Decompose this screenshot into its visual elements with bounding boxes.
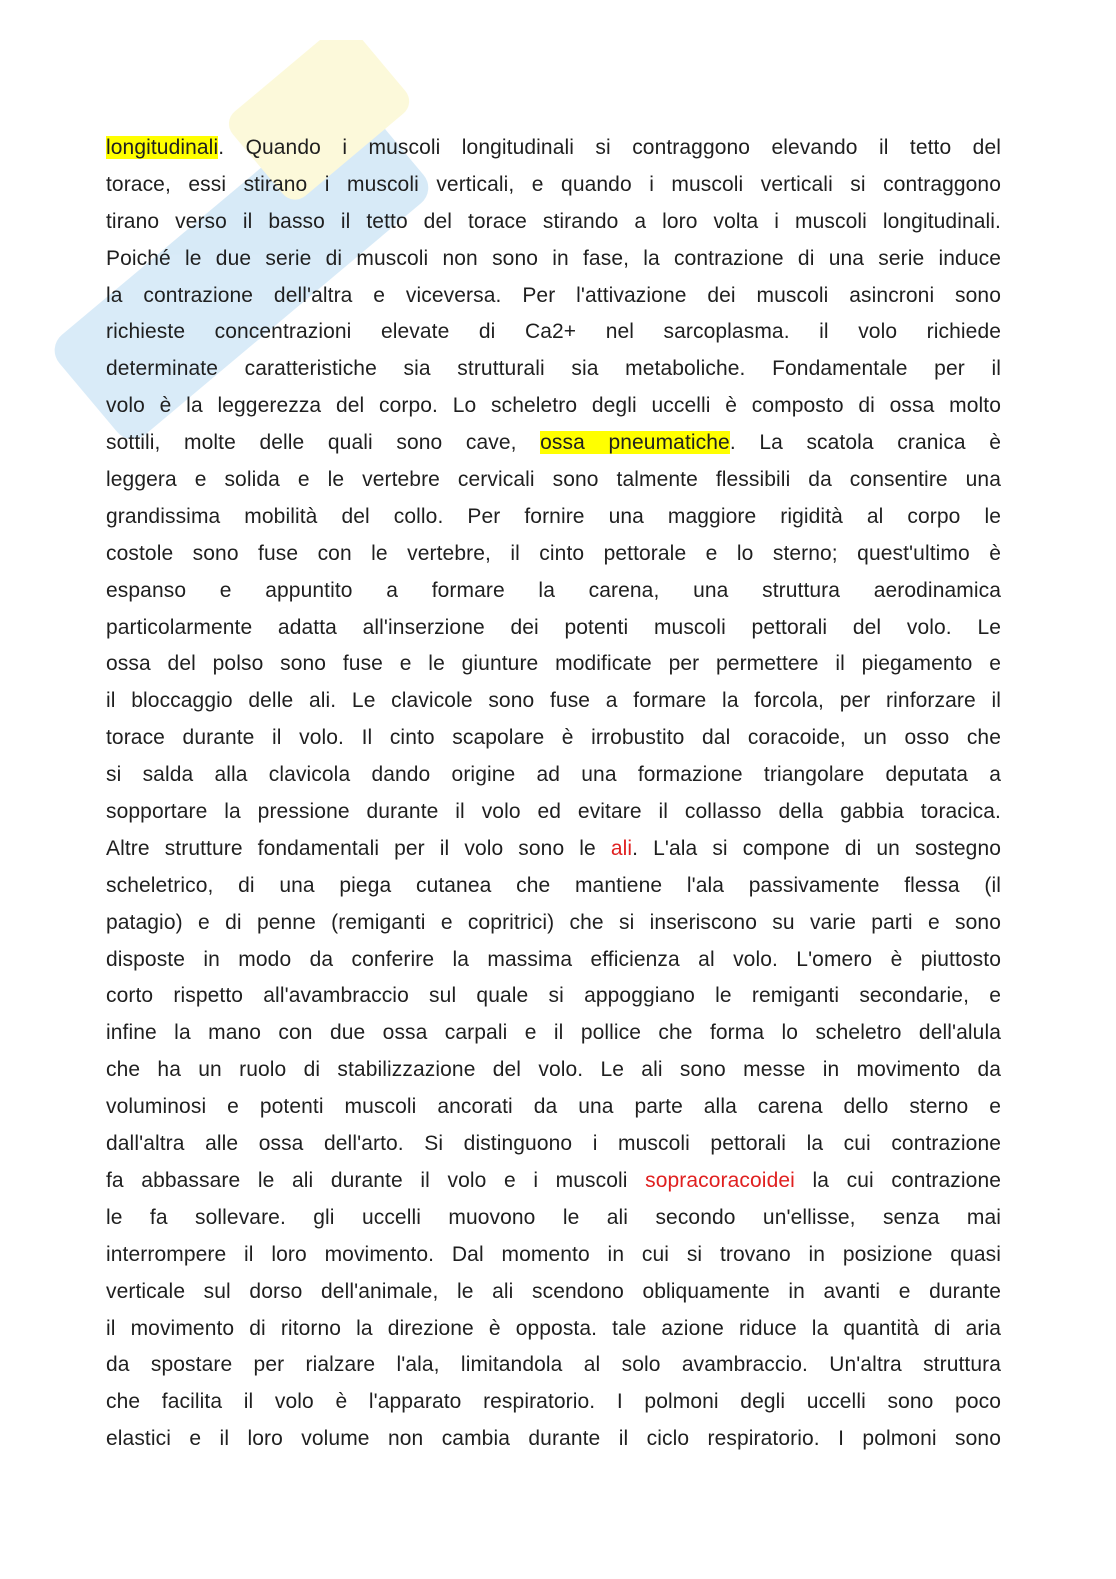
text-line bbox=[106, 757, 1001, 794]
text-line bbox=[106, 1384, 1001, 1421]
text-line bbox=[106, 1274, 1001, 1311]
text-segment: che ha un ruolo di stabilizzazione del volo. Le ali sono messe in movimento da bbox=[106, 1058, 1001, 1082]
text-line bbox=[106, 831, 1001, 868]
text-line bbox=[106, 536, 1001, 573]
text-segment: espanso e appuntito a formare la carena, una struttura aerodinamica bbox=[106, 578, 1001, 602]
document-body bbox=[106, 130, 1001, 1458]
red-term: sopracoracoidei bbox=[645, 1168, 795, 1192]
text-segment: si salda alla clavicola dando origine ad una formazione triangolare deputata a bbox=[106, 763, 1001, 787]
text-segment: tirano verso il basso il tetto del torace stirando a loro volta i muscoli longitudinali. bbox=[106, 209, 1001, 233]
text-segment: costole sono fuse con le vertebre, il cinto pettorale e lo sterno; quest'ultimo è bbox=[106, 541, 1001, 565]
text-line bbox=[106, 241, 1001, 278]
text-line bbox=[106, 683, 1001, 720]
text-segment: determinate caratteristiche sia strutturali sia metaboliche. Fondamentale per il bbox=[106, 357, 1001, 381]
text-segment: grandissima mobilità del collo. Per fornire una maggiore rigidità al corpo le bbox=[106, 504, 1001, 528]
text-segment: torace durante il volo. Il cinto scapolare è irrobustito dal coracoide, un osso che bbox=[106, 726, 1001, 750]
text-line bbox=[106, 1052, 1001, 1089]
text-segment: volo è la leggerezza del corpo. Lo scheletro degli uccelli è composto di ossa molto bbox=[106, 394, 1001, 418]
text-segment: voluminosi e potenti muscoli ancorati da una parte alla carena dello sterno e bbox=[106, 1095, 1001, 1119]
text-segment: Poiché le due serie di muscoli non sono in fase, la contrazione di una serie induce bbox=[106, 246, 1001, 270]
text-line bbox=[106, 204, 1001, 241]
text-line bbox=[106, 905, 1001, 942]
text-line bbox=[106, 1421, 1001, 1458]
text-segment: interrompere il loro movimento. Dal momento in cui si trovano in posizione quasi bbox=[106, 1242, 1001, 1266]
text-segment: patagio) e di penne (remiganti e copritrici) che si inseriscono su varie parti e sono bbox=[106, 910, 1001, 934]
text-line bbox=[106, 1089, 1001, 1126]
text-line bbox=[106, 1015, 1001, 1052]
text-segment: Altre strutture fondamentali per il volo sono le bbox=[106, 836, 611, 860]
text-segment: . La scatola cranica è bbox=[729, 431, 1001, 455]
text-segment: il movimento di ritorno la direzione è opposta. tale azione riduce la quantità di aria bbox=[106, 1316, 1001, 1340]
text-line bbox=[106, 1347, 1001, 1384]
text-segment: scheletrico, di una piega cutanea che mantiene l'ala passivamente flessa (il bbox=[106, 873, 1001, 897]
text-line bbox=[106, 1200, 1001, 1237]
text-line bbox=[106, 351, 1001, 388]
text-segment: infine la mano con due ossa carpali e il pollice che forma lo scheletro dell'alula bbox=[106, 1021, 1001, 1045]
text-line bbox=[106, 167, 1001, 204]
text-segment: dall'altra alle ossa dell'arto. Si distinguono i muscoli pettorali la cui contrazione bbox=[106, 1132, 1001, 1156]
text-line bbox=[106, 610, 1001, 647]
text-line bbox=[106, 1163, 1001, 1200]
text-segment: particolarmente adatta all'inserzione dei potenti muscoli pettorali del volo. Le bbox=[106, 615, 1001, 639]
text-segment: leggera e solida e le vertebre cervicali sono talmente flessibili da consentire una bbox=[106, 468, 1001, 492]
text-segment: il bloccaggio delle ali. Le clavicole sono fuse a formare la forcola, per rinforzare il bbox=[106, 689, 1001, 713]
text-segment: richieste concentrazioni elevate di Ca2+ nel sarcoplasma. il volo richiede bbox=[106, 320, 1001, 344]
text-segment: sopportare la pressione durante il volo ed evitare il collasso della gabbia toracica. bbox=[106, 800, 1001, 824]
text-segment: fa abbassare le ali durante il volo e i muscoli bbox=[106, 1168, 646, 1192]
text-line bbox=[106, 462, 1001, 499]
text-segment: corto rispetto all'avambraccio sul quale si appoggiano le remiganti secondarie, e bbox=[106, 984, 1001, 1008]
text-line bbox=[106, 1237, 1001, 1274]
text-segment: elastici e il loro volume non cambia durante il ciclo respiratorio. I polmoni sono bbox=[106, 1427, 1001, 1451]
text-line bbox=[106, 720, 1001, 757]
text-segment: verticale sul dorso dell'animale, le ali scendono obliquamente in avanti e durante bbox=[106, 1279, 1001, 1303]
text-line bbox=[106, 868, 1001, 905]
text-segment: sottili, molte delle quali sono cave, bbox=[106, 431, 541, 455]
text-line bbox=[106, 978, 1001, 1015]
text-line bbox=[106, 646, 1001, 683]
text-segment: le fa sollevare. gli uccelli muovono le ali secondo un'ellisse, senza mai bbox=[106, 1205, 1001, 1229]
text-line bbox=[106, 314, 1001, 351]
text-segment: ossa del polso sono fuse e le giunture modificate per permettere il piegamento e bbox=[106, 652, 1001, 676]
text-segment: torace, essi stirano i muscoli verticali, e quando i muscoli verticali si contraggono bbox=[106, 172, 1001, 196]
highlighted-text: longitudinali bbox=[106, 136, 219, 159]
text-line bbox=[106, 1311, 1001, 1348]
text-line bbox=[106, 942, 1001, 979]
text-line bbox=[106, 499, 1001, 536]
text-segment: . L'ala si compone di un sostegno bbox=[632, 836, 1002, 860]
text-line bbox=[106, 794, 1001, 831]
text-segment: la cui contrazione bbox=[794, 1168, 1002, 1192]
text-segment: disposte in modo da conferire la massima efficienza al volo. L'omero è piuttosto bbox=[106, 947, 1001, 971]
text-line bbox=[106, 425, 1001, 462]
highlighted-text: ossa pneumatiche bbox=[540, 431, 730, 455]
text-line bbox=[106, 1126, 1001, 1163]
text-segment: la contrazione dell'altra e viceversa. Per l'attivazione dei muscoli asincroni sono bbox=[106, 283, 1001, 307]
text-line bbox=[106, 130, 1001, 167]
text-line bbox=[106, 573, 1001, 610]
text-line bbox=[106, 278, 1001, 315]
red-term: ali bbox=[610, 836, 633, 860]
text-line bbox=[106, 388, 1001, 425]
text-segment: che facilita il volo è l'apparato respiratorio. I polmoni degli uccelli sono poco bbox=[106, 1390, 1001, 1414]
text-segment: da spostare per rialzare l'ala, limitandola al solo avambraccio. Un'altra struttura bbox=[106, 1353, 1001, 1377]
text-segment: . Quando i muscoli longitudinali si contraggono elevando il tetto del bbox=[218, 136, 1001, 159]
